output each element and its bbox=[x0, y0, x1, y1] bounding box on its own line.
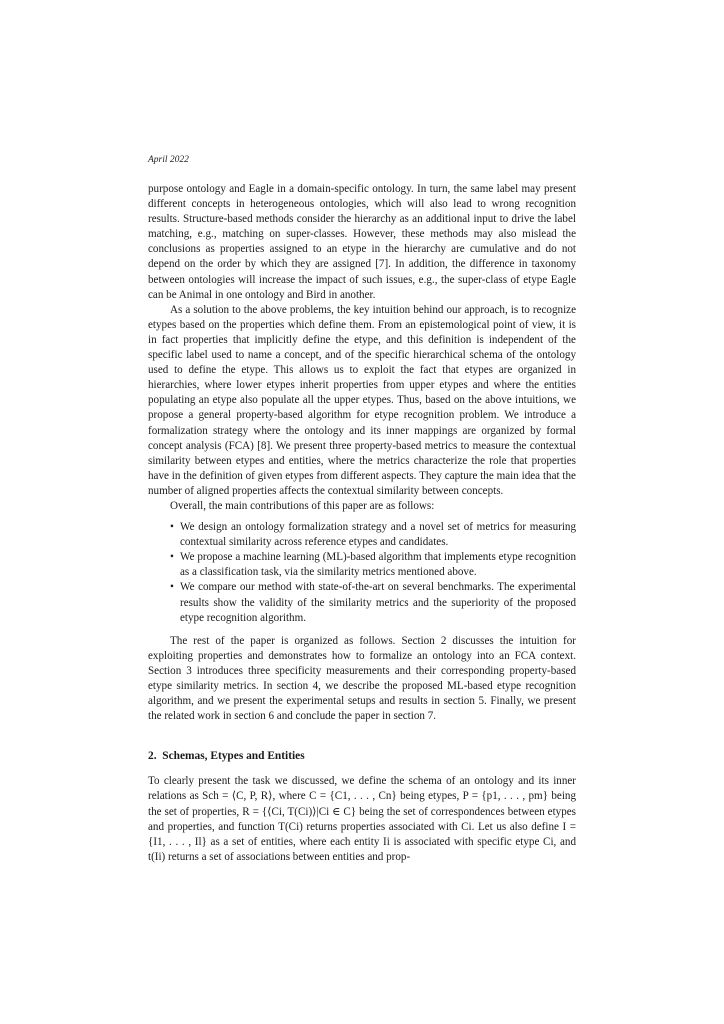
bullet-icon: • bbox=[170, 551, 174, 564]
paragraph-intro-continued: purpose ontology and Eagle in a domain-specific ontology. In turn, the same label may present different concepts in heterogeneous ontologies, which will also lead to wrong recognition results. Structure-based methods consider the hierarchy as an additional input to drive the label matching, e.g., matching on super-classes. However, these methods may also mislead the conclusions as properties assigned to an etype in the hierarchy are cumulative and do not depend on the order by which they are assigned [7]. In addition, the difference in taxonomy between ontologies will increase the impact of such issues, e.g., the super-class of etype Eagle can be Animal in one ontology and Bird in another. bbox=[148, 183, 576, 301]
paragraph-solution: As a solution to the above problems, the key intuition behind our approach, is to recognize etypes based on the properties which define them. From an epistemological point of view, it is in fact properties that implicitly define the etype, and this definition is independent of the specific label used to name a concept, and of the specific hierarchical schema of the ontology used to define the etype. This allows us to exploit the fact that etypes are organized in hierarchies, where lower etypes inherit properties from upper etypes and where the entities populating an etype also populate all the upper etypes. Thus, based on the above intuitions, we propose a general property-based algorithm for etype recognition problem. We introduce a formalization strategy where the ontology and its inner mappings are organized by formal concept analysis (FCA) [8]. We present three property-based metrics to measure the contextual similarity between etypes and entities, where the metrics characterize the role that properties have in the definition of given etypes from different aspects. They capture the main idea that the number of aligned properties affects the contextual similarity between concepts. bbox=[148, 303, 576, 497]
section-heading bbox=[148, 749, 576, 764]
contribution-text: We propose a machine learning (ML)-based algorithm that implements etype recognition as a classification task, via the similarity metrics mentioned above. bbox=[180, 551, 576, 579]
section-number: 2. bbox=[148, 750, 157, 763]
list-item bbox=[148, 520, 576, 550]
contribution-text: We design an ontology formalization strategy and a novel set of metrics for measuring contextual similarity across reference etypes and candidates. bbox=[180, 521, 576, 549]
paragraph-schema-definition: To clearly present the task we discussed, we define the schema of an ontology and its inner relations as Sch = ⟨C, P, R⟩, where C = {C1, . . . , Cn} being etypes, P = {p1, . . . , pm} being the set of properties, R = {⟨Ci, T(Ci)⟩|Ci ∈ C} being the set of correspondences between etypes and properties, and function T(Ci) returns properties associated with Ci. Let us also define I = {I1, . . . , Il} as a set of entities, where each entity Ii is associated with specific etype Ci, and t(Ii) returns a set of associations between entities and prop- bbox=[148, 775, 576, 863]
contribution-text: We compare our method with state-of-the-art on several benchmarks. The experimental results show the validity of the similarity metrics and the superiority of the proposed etype recognition algorithm. bbox=[180, 581, 576, 624]
contributions-list bbox=[148, 520, 576, 626]
paragraph-contributions-lead: Overall, the main contributions of this paper are as follows: bbox=[170, 499, 435, 512]
list-item bbox=[148, 580, 576, 625]
paragraph-organization: The rest of the paper is organized as follows. Section 2 discusses the intuition for exploiting properties and demonstrates how to formalize an ontology into an FCA context. Section 3 introduces three specificity measurements and their corresponding property-based etype similarity metrics. In section 4, we describe the proposed ML-based etype recognition algorithm, and we present the experimental setups and results in section 5. Finally, we present the related work in section 6 and conclude the paper in section 7. bbox=[148, 634, 576, 723]
running-head: April 2022 bbox=[148, 155, 189, 165]
body-text bbox=[148, 182, 576, 865]
bullet-icon: • bbox=[170, 521, 174, 534]
bullet-icon: • bbox=[170, 581, 174, 594]
section-title: Schemas, Etypes and Entities bbox=[162, 750, 305, 763]
list-item bbox=[148, 550, 576, 580]
